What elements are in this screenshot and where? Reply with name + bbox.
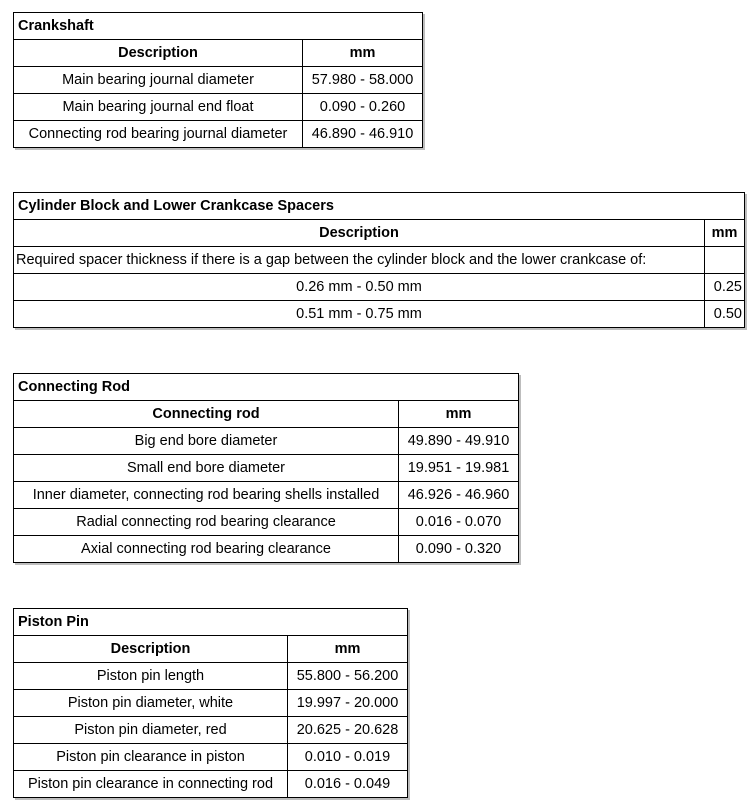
row-description: Piston pin clearance in connecting rod [14, 771, 288, 798]
table-title: Crankshaft [14, 13, 423, 40]
connecting-rod-table [13, 373, 519, 563]
row-description: Piston pin diameter, red [14, 717, 288, 744]
table-row [14, 536, 519, 563]
column-header-mm: mm [303, 40, 423, 67]
table-row [14, 121, 423, 148]
row-value: 55.800 - 56.200 [288, 663, 408, 690]
table-row [14, 247, 745, 274]
row-description: Axial connecting rod bearing clearance [14, 536, 399, 563]
row-value: 49.890 - 49.910 [399, 428, 519, 455]
table-row [14, 771, 408, 798]
table-row [14, 744, 408, 771]
row-description: Main bearing journal end float [14, 94, 303, 121]
piston-pin-table [13, 608, 408, 798]
table-title: Cylinder Block and Lower Crankcase Spacers [14, 193, 745, 220]
row-value: 0.010 - 0.019 [288, 744, 408, 771]
row-description: Connecting rod bearing journal diameter [14, 121, 303, 148]
table-row [14, 509, 519, 536]
table-row [14, 274, 745, 301]
table-row [14, 94, 423, 121]
table-row [14, 67, 423, 94]
row-note: Required spacer thickness if there is a gap between the cylinder block and the lower crankcase of: [14, 247, 705, 274]
table-row [14, 690, 408, 717]
column-header-mm: mm [288, 636, 408, 663]
row-value: 46.926 - 46.960 [399, 482, 519, 509]
row-description: Piston pin clearance in piston [14, 744, 288, 771]
row-value: 19.997 - 20.000 [288, 690, 408, 717]
column-header-description: Description [14, 40, 303, 67]
column-header-description: Description [14, 220, 705, 247]
row-description: Piston pin diameter, white [14, 690, 288, 717]
table-row [14, 482, 519, 509]
row-value: 19.951 - 19.981 [399, 455, 519, 482]
row-description: Small end bore diameter [14, 455, 399, 482]
row-value: 57.980 - 58.000 [303, 67, 423, 94]
table-title: Piston Pin [14, 609, 408, 636]
table-row [14, 301, 745, 328]
row-value: 0.016 - 0.070 [399, 509, 519, 536]
column-header-mm: mm [399, 401, 519, 428]
row-value: 46.890 - 46.910 [303, 121, 423, 148]
column-header-description: Connecting rod [14, 401, 399, 428]
row-description: Radial connecting rod bearing clearance [14, 509, 399, 536]
row-description: 0.26 mm - 0.50 mm [14, 274, 705, 301]
row-value: 20.625 - 20.628 [288, 717, 408, 744]
row-description: 0.51 mm - 0.75 mm [14, 301, 705, 328]
column-header-description: Description [14, 636, 288, 663]
table-row [14, 455, 519, 482]
row-description: Piston pin length [14, 663, 288, 690]
table-row [14, 717, 408, 744]
table-title: Connecting Rod [14, 374, 519, 401]
row-description: Big end bore diameter [14, 428, 399, 455]
crankshaft-table [13, 12, 423, 148]
row-value: 0.090 - 0.320 [399, 536, 519, 563]
row-value [705, 247, 745, 274]
column-header-mm: mm [705, 220, 745, 247]
row-description: Inner diameter, connecting rod bearing shells installed [14, 482, 399, 509]
table-row [14, 663, 408, 690]
table-row [14, 428, 519, 455]
row-value: 0.50 [705, 301, 745, 328]
cylinder-block-table [13, 192, 745, 328]
row-value: 0.090 - 0.260 [303, 94, 423, 121]
row-description: Main bearing journal diameter [14, 67, 303, 94]
row-value: 0.016 - 0.049 [288, 771, 408, 798]
row-value: 0.25 [705, 274, 745, 301]
